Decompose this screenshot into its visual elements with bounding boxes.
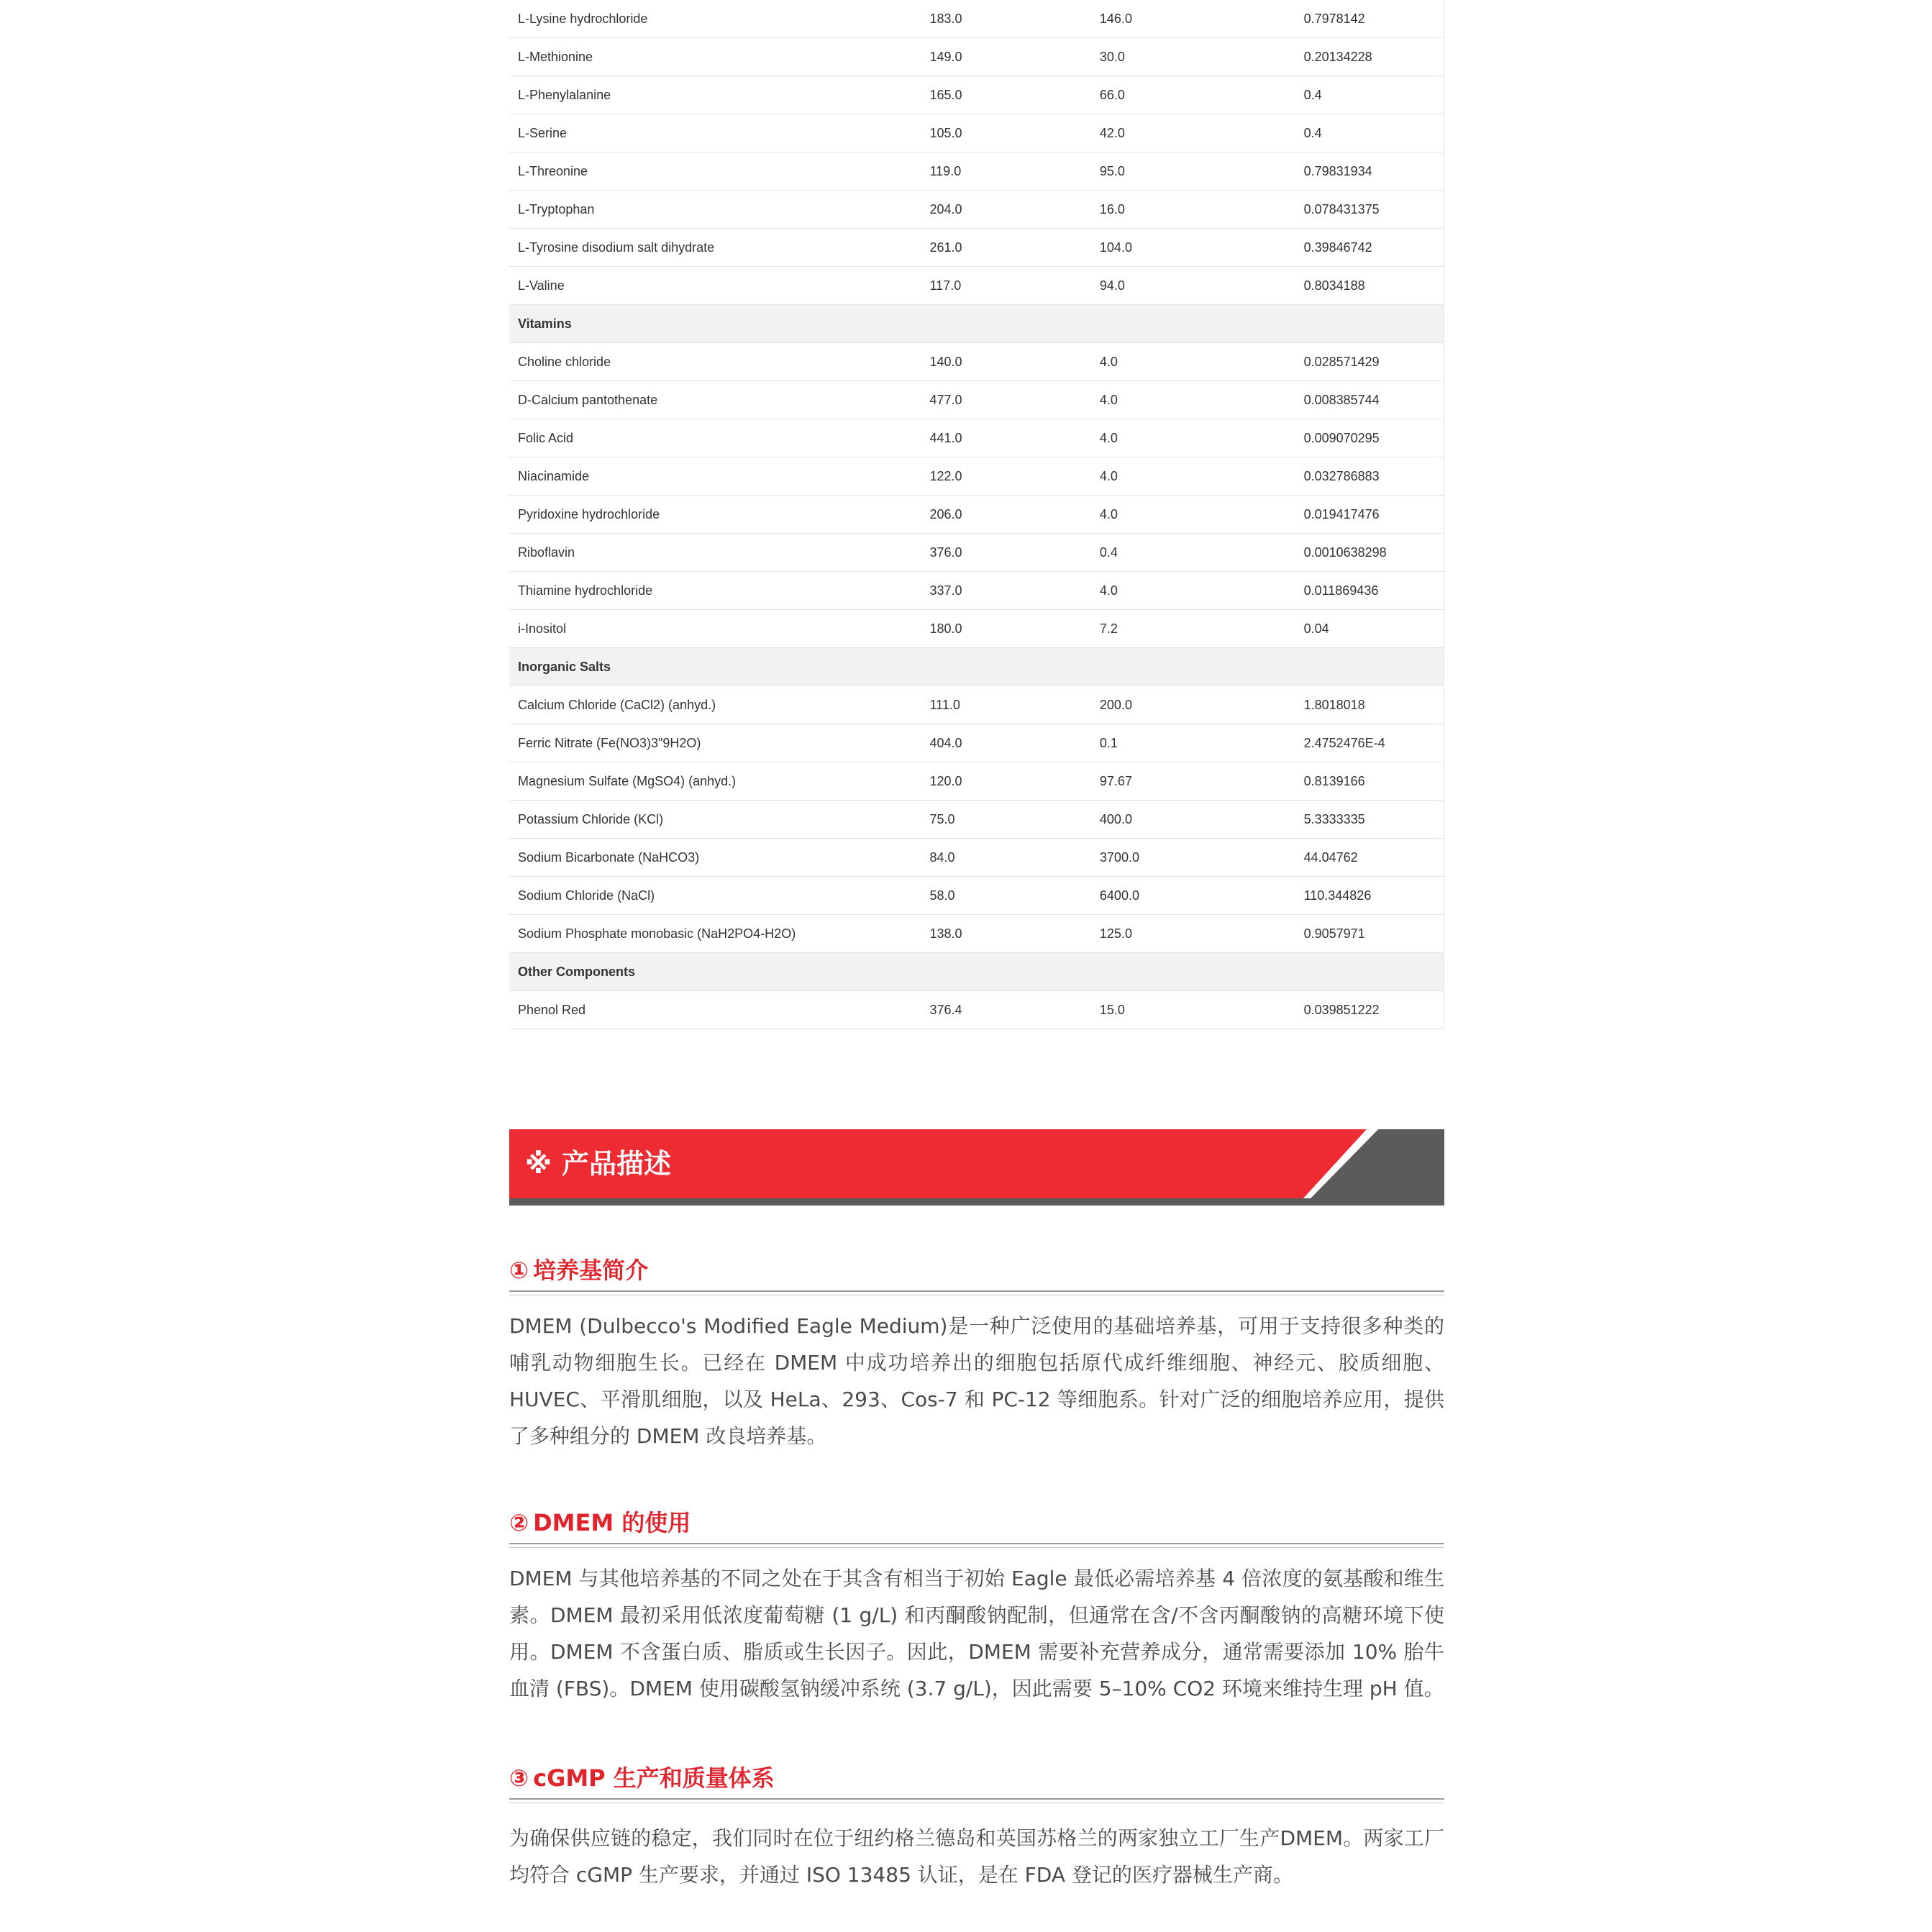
- component-name-cell: Thiamine hydrochloride: [509, 572, 921, 610]
- concentration-mm-cell: 0.009070295: [1295, 419, 1444, 457]
- component-name-cell: Riboflavin: [509, 534, 921, 572]
- component-name-cell: L-Threonine: [509, 152, 921, 191]
- molecular-weight-cell: 120.0: [921, 762, 1091, 801]
- section-number: ①: [509, 1257, 529, 1284]
- component-name-cell: L-Phenylalanine: [509, 76, 921, 114]
- heading-rule: [509, 1798, 1444, 1800]
- concentration-mm-cell: 0.011869436: [1295, 572, 1444, 610]
- concentration-mg-cell: 6400.0: [1091, 877, 1295, 915]
- concentration-mm-cell: 0.078431375: [1295, 191, 1444, 229]
- concentration-mg-cell: 95.0: [1091, 152, 1295, 191]
- heading-rule: [509, 1290, 1444, 1292]
- table-row: [509, 381, 1444, 419]
- concentration-mm-cell: 1.8018018: [1295, 686, 1444, 724]
- concentration-mg-cell: 3700.0: [1091, 839, 1295, 877]
- section-number: ③: [509, 1764, 529, 1792]
- component-name-cell: Potassium Chloride (KCl): [509, 801, 921, 839]
- concentration-mg-cell: 4.0: [1091, 572, 1295, 610]
- table-row: [509, 457, 1444, 496]
- molecular-weight-cell: 441.0: [921, 419, 1091, 457]
- section-body-usage: DMEM 与其他培养基的不同之处在于其含有相当于初始 Eagle 最低必需培养基 4 倍浓度的氨基酸和维生素。DMEM 最初采用低浓度葡萄糖 (1 g/L) 和丙酮酸钠配制，但通常在含/不含丙酮酸钠的高糖环境下使用。DMEM 不含蛋白质、脂质或生长因子。因此，DMEM 需要补充营养成分，通常需要添加 10% 胎牛血清 (FBS)。DMEM 使用碳酸氢钠缓冲系统 (3.7 g/L)，因此需要 5–10% CO2 环境来维持生理 pH 值。: [509, 1567, 1444, 1700]
- concentration-mg-cell: 30.0: [1091, 38, 1295, 76]
- concentration-mm-cell: 0.4: [1295, 76, 1444, 114]
- molecular-weight-cell: 122.0: [921, 457, 1091, 496]
- concentration-mm-cell: 0.019417476: [1295, 496, 1444, 534]
- table-row: [509, 152, 1444, 191]
- concentration-mm-cell: 5.3333335: [1295, 801, 1444, 839]
- molecular-weight-cell: 138.0: [921, 915, 1091, 953]
- component-name-cell: Ferric Nitrate (Fe(NO3)3"9H2O): [509, 724, 921, 762]
- component-name-cell: L-Serine: [509, 114, 921, 152]
- component-name-cell: Sodium Chloride (NaCl): [509, 877, 921, 915]
- concentration-mg-cell: 125.0: [1091, 915, 1295, 953]
- section-heading-cgmp: [509, 1758, 1444, 1801]
- section-title: cGMP 生产和质量体系: [533, 1764, 775, 1792]
- category-row: [509, 305, 1444, 343]
- molecular-weight-cell: 149.0: [921, 38, 1091, 76]
- concentration-mm-cell: 0.028571429: [1295, 343, 1444, 381]
- table-row: [509, 762, 1444, 801]
- concentration-mm-cell: 0.039851222: [1295, 991, 1444, 1029]
- molecular-weight-cell: 404.0: [921, 724, 1091, 762]
- molecular-weight-cell: 206.0: [921, 496, 1091, 534]
- concentration-mg-cell: 94.0: [1091, 267, 1295, 305]
- molecular-weight-cell: 337.0: [921, 572, 1091, 610]
- concentration-mg-cell: 16.0: [1091, 191, 1295, 229]
- molecular-weight-cell: 140.0: [921, 343, 1091, 381]
- component-name-cell: L-Tryptophan: [509, 191, 921, 229]
- heading-rule-thin: [509, 1547, 1444, 1548]
- concentration-mm-cell: 2.4752476E-4: [1295, 724, 1444, 762]
- table-row: [509, 724, 1444, 762]
- concentration-mm-cell: 0.008385744: [1295, 381, 1444, 419]
- category-row: [509, 953, 1444, 991]
- concentration-mg-cell: 4.0: [1091, 343, 1295, 381]
- molecular-weight-cell: 180.0: [921, 610, 1091, 648]
- table-row: [509, 915, 1444, 953]
- table-row: [509, 114, 1444, 152]
- table-row: [509, 686, 1444, 724]
- table-row: [509, 572, 1444, 610]
- section-number: ②: [509, 1509, 529, 1536]
- component-name-cell: Folic Acid: [509, 419, 921, 457]
- molecular-weight-cell: 376.4: [921, 991, 1091, 1029]
- component-name-cell: Niacinamide: [509, 457, 921, 496]
- reference-mark-icon: ※: [525, 1148, 552, 1180]
- section-heading-usage: [509, 1503, 1444, 1546]
- component-name-cell: Sodium Phosphate monobasic (NaH2PO4-H2O): [509, 915, 921, 953]
- section-body-cgmp: 为确保供应链的稳定，我们同时在位于纽约格兰德岛和英国苏格兰的两家独立工厂生产DMEM。两家工厂均符合 cGMP 生产要求，并通过 ISO 13485 认证，是在 FDA 登记的医疗器械生产商。: [509, 1826, 1444, 1887]
- composition-table: [509, 0, 1444, 1029]
- component-name-cell: L-Valine: [509, 267, 921, 305]
- molecular-weight-cell: 261.0: [921, 229, 1091, 267]
- concentration-mg-cell: 400.0: [1091, 801, 1295, 839]
- concentration-mm-cell: 0.8034188: [1295, 267, 1444, 305]
- section-body-intro: DMEM (Dulbecco's Modified Eagle Medium)是一种广泛使用的基础培养基，可用于支持很多种类的哺乳动物细胞生长。已经在 DMEM 中成功培养出的细胞包括原代成纤维细胞、神经元、胶质细胞、HUVEC、平滑肌细胞，以及 HeLa、293、Cos-7 和 PC-12 等细胞系。针对广泛的细胞培养应用，提供了多种组分的 DMEM 改良培养基。: [509, 1314, 1444, 1448]
- molecular-weight-cell: 75.0: [921, 801, 1091, 839]
- product-description-banner: [509, 1129, 1444, 1206]
- concentration-mm-cell: 44.04762: [1295, 839, 1444, 877]
- concentration-mm-cell: 0.0010638298: [1295, 534, 1444, 572]
- category-label: Vitamins: [509, 305, 1444, 343]
- molecular-weight-cell: 183.0: [921, 0, 1091, 38]
- heading-rule: [509, 1543, 1444, 1544]
- molecular-weight-cell: 477.0: [921, 381, 1091, 419]
- table-row: [509, 801, 1444, 839]
- table-row: [509, 610, 1444, 648]
- concentration-mg-cell: 97.67: [1091, 762, 1295, 801]
- concentration-mm-cell: 110.344826: [1295, 877, 1444, 915]
- component-name-cell: Sodium Bicarbonate (NaHCO3): [509, 839, 921, 877]
- concentration-mm-cell: 0.04: [1295, 610, 1444, 648]
- concentration-mm-cell: 0.032786883: [1295, 457, 1444, 496]
- table-row: [509, 877, 1444, 915]
- concentration-mg-cell: 66.0: [1091, 76, 1295, 114]
- table-row: [509, 191, 1444, 229]
- molecular-weight-cell: 119.0: [921, 152, 1091, 191]
- concentration-mg-cell: 104.0: [1091, 229, 1295, 267]
- molecular-weight-cell: 84.0: [921, 839, 1091, 877]
- concentration-mg-cell: 4.0: [1091, 419, 1295, 457]
- banner-title: [525, 1145, 671, 1183]
- concentration-mg-cell: 4.0: [1091, 457, 1295, 496]
- concentration-mg-cell: 0.1: [1091, 724, 1295, 762]
- concentration-mm-cell: 0.4: [1295, 114, 1444, 152]
- section-heading-intro: [509, 1250, 1444, 1293]
- component-name-cell: Calcium Chloride (CaCl2) (anhyd.): [509, 686, 921, 724]
- concentration-mg-cell: 4.0: [1091, 381, 1295, 419]
- molecular-weight-cell: 111.0: [921, 686, 1091, 724]
- table-row: [509, 839, 1444, 877]
- molecular-weight-cell: 105.0: [921, 114, 1091, 152]
- table-row: [509, 496, 1444, 534]
- molecular-weight-cell: 58.0: [921, 877, 1091, 915]
- component-name-cell: Magnesium Sulfate (MgSO4) (anhyd.): [509, 762, 921, 801]
- component-name-cell: L-Tyrosine disodium salt dihydrate: [509, 229, 921, 267]
- molecular-weight-cell: 117.0: [921, 267, 1091, 305]
- category-label: Inorganic Salts: [509, 648, 1444, 686]
- table-row: [509, 76, 1444, 114]
- table-row: [509, 267, 1444, 305]
- concentration-mg-cell: 0.4: [1091, 534, 1295, 572]
- section-title: 培养基简介: [533, 1257, 649, 1284]
- concentration-mm-cell: 0.79831934: [1295, 152, 1444, 191]
- component-name-cell: Choline chloride: [509, 343, 921, 381]
- concentration-mg-cell: 200.0: [1091, 686, 1295, 724]
- component-name-cell: Pyridoxine hydrochloride: [509, 496, 921, 534]
- table-row: [509, 534, 1444, 572]
- molecular-weight-cell: 165.0: [921, 76, 1091, 114]
- concentration-mg-cell: 4.0: [1091, 496, 1295, 534]
- table-row: [509, 38, 1444, 76]
- category-row: [509, 648, 1444, 686]
- concentration-mm-cell: 0.39846742: [1295, 229, 1444, 267]
- concentration-mg-cell: 7.2: [1091, 610, 1295, 648]
- component-name-cell: L-Methionine: [509, 38, 921, 76]
- table-row: [509, 343, 1444, 381]
- concentration-mm-cell: 0.9057971: [1295, 915, 1444, 953]
- component-name-cell: Phenol Red: [509, 991, 921, 1029]
- concentration-mg-cell: 146.0: [1091, 0, 1295, 38]
- concentration-mm-cell: 0.8139166: [1295, 762, 1444, 801]
- component-name-cell: i-Inositol: [509, 610, 921, 648]
- molecular-weight-cell: 204.0: [921, 191, 1091, 229]
- concentration-mm-cell: 0.20134228: [1295, 38, 1444, 76]
- concentration-mg-cell: 15.0: [1091, 991, 1295, 1029]
- table-row: [509, 991, 1444, 1029]
- category-label: Other Components: [509, 953, 1444, 991]
- section-title: DMEM 的使用: [533, 1509, 691, 1536]
- table-row: [509, 0, 1444, 38]
- concentration-mg-cell: 42.0: [1091, 114, 1295, 152]
- table-row: [509, 419, 1444, 457]
- molecular-weight-cell: 376.0: [921, 534, 1091, 572]
- concentration-mm-cell: 0.7978142: [1295, 0, 1444, 38]
- component-name-cell: L-Lysine hydrochloride: [509, 0, 921, 38]
- banner-title-text: 产品描述: [561, 1148, 671, 1180]
- component-name-cell: D-Calcium pantothenate: [509, 381, 921, 419]
- table-row: [509, 229, 1444, 267]
